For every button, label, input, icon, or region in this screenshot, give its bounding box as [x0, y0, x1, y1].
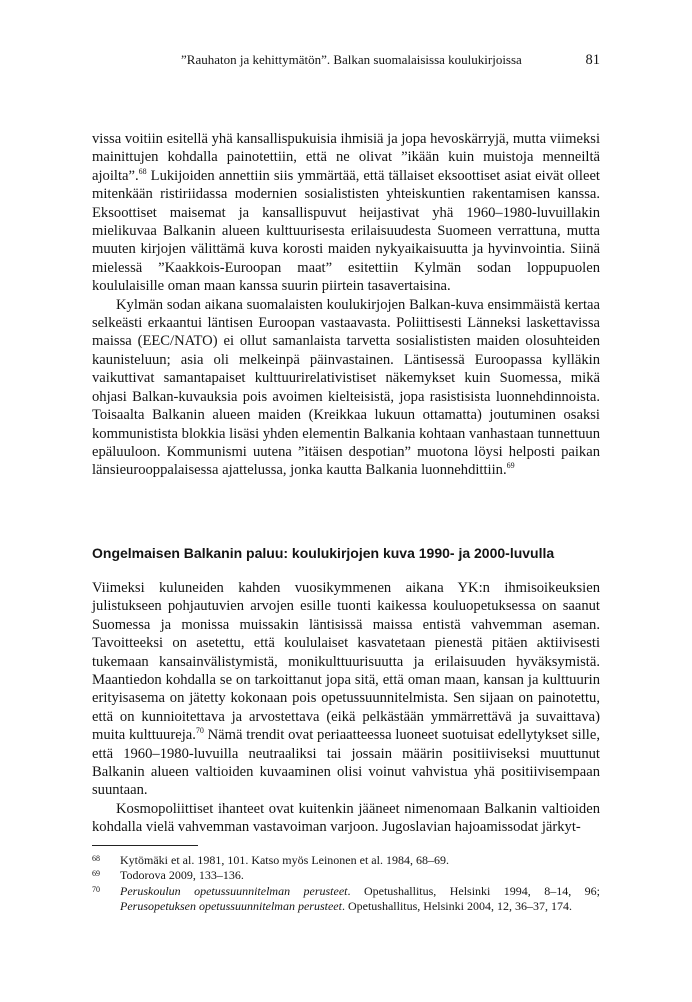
footnote-text: Todorova 2009, 133–136. — [120, 868, 244, 883]
footnote-text: . Opetushallitus, Helsinki 1994, 8–14, 96; — [347, 883, 601, 898]
footnote-text: . Opetushallitus, Helsinki 2004, 12, 36–37, 174. — [341, 899, 572, 914]
footnote-69 — [92, 868, 600, 883]
footnote-text: Kytömäki et al. 1981, 101. Katso myös Leinonen et al. 1984, 68–69. — [120, 853, 449, 867]
footnote-70 — [92, 884, 600, 915]
footnote-ref-68: 68 — [138, 166, 147, 176]
footnote-ref-70: 70 — [195, 726, 204, 736]
footnotes — [92, 853, 600, 915]
footnote-number: 70 — [92, 884, 100, 894]
footnote-number: 68 — [92, 854, 100, 863]
paragraph-1: vissa voitiin esitellä yhä kansallispukuisia ihmisiä ja jopa hevoskärryjä, mutta viimeksi mainittujen kohdalla painotettiin, että ne olivat ”ikään kuin muistoja menneiltä ajoilta”.$^{68}$ Lukijoiden annettiin siis ymmärtää, että tällaiset eksoottiset asiat eivät olleet mitenkään ristiriidassa modernien sosialististen yhteiskuntien rakentamisen kanssa. Eksoottiset maisemat ja kansallispuvut heijastivat yhä 1960–1980-luvuillakin mielikuvaa Balkanin alueen kulttuurisesta erilaisuudesta Suomeen verrattuna, mutta muuten kirjojen välittämä kuva korosti maiden nykyaikaisuutta ja hyvinvointia. Siinä mielessä ”Kaakkois-Euroopan maat” esitettiin Kylmän sodan loppupuolen koululaisille oman maan kanssa suurin piirtein tasavertaisina. — [92, 131, 600, 295]
footnote-ref-69: 69 — [506, 461, 515, 471]
paragraph-3: Viimeksi kuluneiden kahden vuosikymmenen aikana YK:n ihmisoikeuksien julistukseen pohjautuvien arvojen esille tuonti kaikessa kouluopetuksessa on saanut Suomessa ja monissa muissakin läntisissä maissa entistä vahvemman aseman. Tavoitteeksi on asetettu, että koululaiset kasvatetaan pienestä pitäen aktiivisesti tukemaan kansainvälistymistä, monikulttuurisuutta ja erilaisuuden hyväksymistä. Maantiedon kohdalla se on tarkoittanut jopa sitä, että oman maan, kansan ja kulttuurin erityisasema on jätetty kokonaan pois opetussuunnitelmista. Sen sijaan on painotettu, että on kunnioitettava ja arvostettava (eikä pelkästään ymmärrettävä ja suvaittava) muita kulttuureja.$^{70}$ Nämä trendit ovat periaatteessa luoneet suotuisat edellytykset sille, että 1960–1980-luvuilla neutraaliksi tai jossain määrin positiiviseksi muuttunut Balkanin alueen valtioiden kuvaaminen olisi voinut vahvistua yhä positiivisempaan suuntaan. — [92, 580, 600, 799]
running-title: ”Rauhaton ja kehittymätön”. Balkan suomalaisissa koulukirjoissa — [181, 52, 522, 67]
body-text-lower — [92, 579, 600, 837]
paragraph-2: Kylmän sodan aikana suomalaisten koulukirjojen Balkan-kuva ensimmäistä kertaa selkeästi erkaantui läntisen Euroopan vastaavasta. Poliittisesti Länneksi laskettavissa maissa (EEC/NATO) ei ollut samanlaista tarvetta sosialististen maiden olosuhteiden kaunisteluun; asia oli melkeinpä päinvastainen. Läntisessä Euroopassa kylläkin vaikuttivat samantapaiset kulttuurirelativistiset näkemykset kuin Suomessa, mikä ohjasi Balkan-kuvauksia pois avoimen kielteisistä, jopa rasistisista luonnehdinnoista. Toisaalta Balkanin alueen maiden (Kreikkaa lukuun ottamatta) joutuminen osaksi kommunistista blokkia lisäsi yhden elementin Balkania kohtaan vanhastaan tunnettuun epäluuloon. Kommunismi uutena ”itäisen despotian” muotona löysi helposti paikan länsieurooppalaisessa ajattelussa, jonka kautta Balkania luonnehdittiin.$^{69}$ — [92, 296, 600, 479]
page-number: 81 — [585, 52, 600, 68]
section-heading: Ongelmaisen Balkanin paluu: koulukirjojen kuva 1990- ja 2000-luvulla — [92, 545, 555, 561]
footnote-68 — [92, 853, 600, 868]
footnote-number: 69 — [92, 869, 100, 879]
footnote-source-title: Perusopetuksen opetussuunnitelman perusteet — [120, 899, 342, 914]
footnote-divider — [92, 845, 198, 846]
body-text-upper — [92, 130, 600, 480]
paragraph-4: Kosmopoliittiset ihanteet ovat kuitenkin jääneet nimenomaan Balkanin valtioiden kohdalla vielä vahvemman vastavoiman varjoon. Jugoslavian hajoamissodat järkyt- — [92, 800, 600, 836]
footnote-source-title: Peruskoulun opetussuunnitelman perusteet — [120, 883, 348, 898]
